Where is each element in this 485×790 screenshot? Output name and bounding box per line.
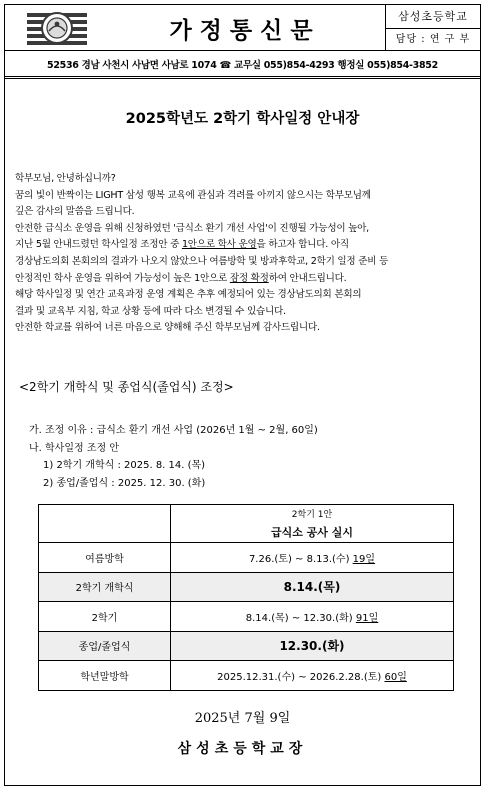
- table-row: [39, 661, 454, 691]
- table-row: [39, 543, 454, 573]
- list-item: 1) 2학기 개학식 : 2025. 8. 14. (목): [43, 460, 206, 471]
- document-title: 2025학년도 2학기 학사일정 안내장: [125, 111, 360, 127]
- body-line: 안전한 급식소 운영을 위해 신청하였던 '급식소 환기 개선 사업'이 진행될 가능성이 높아,: [15, 222, 369, 234]
- table-header-cell: [171, 505, 454, 543]
- body-line: 안정적인 학사 운영을 위하여 가능성이 높은 1안으로 잠정 확정하여 안내드립니다.: [15, 272, 347, 284]
- schedule-table: [38, 504, 454, 691]
- row-label: 종업/졸업식: [39, 631, 171, 661]
- row-value: 12.30.(화): [171, 631, 454, 661]
- table-header-row: [39, 505, 454, 543]
- section-title: <2학기 개학식 및 종업식(졸업식) 조정>: [19, 380, 234, 394]
- body-text: [15, 171, 473, 337]
- list-item: 가. 조정 이유 : 급식소 환기 개선 사업 (2026년 1월 ~ 2월, 60일): [29, 425, 318, 436]
- row-label: 2학기: [39, 602, 171, 632]
- header: [5, 5, 480, 51]
- row-label: 학년말방학: [39, 661, 171, 691]
- school-emblem-icon: [25, 9, 89, 47]
- plan-label: 2학기 1안: [291, 510, 333, 520]
- underlined-text: 잠정 확정: [229, 272, 269, 284]
- row-value: 8.14.(목) ~ 12.30.(화) 91일: [171, 602, 454, 632]
- plan-title: 급식소 공사 실시: [270, 526, 354, 539]
- row-value: 2025.12.31.(수) ~ 2026.2.28.(토) 60일: [171, 661, 454, 691]
- table-row: [39, 631, 454, 661]
- body-line: 결과 및 교육부 지침, 학교 상황 등에 따라 다소 변경될 수 있습니다.: [15, 305, 286, 317]
- school-name-box: 삼성초등학교: [386, 5, 480, 29]
- table-row: [39, 572, 454, 602]
- table-row: [39, 602, 454, 632]
- row-label: 여름방학: [39, 543, 171, 573]
- staff-box: 담당 : 연 구 부: [395, 34, 471, 45]
- body-line: 꿈의 빛이 반짝이는 LIGHT 삼성 행복 교육에 관심과 격려를 아끼지 않으시는 학부모님께: [15, 189, 371, 201]
- newsletter-page: [4, 4, 481, 786]
- address-bar: [5, 51, 480, 79]
- body-line: 학부모님, 안녕하십니까?: [15, 173, 116, 184]
- row-value: 7.26.(토) ~ 8.13.(수) 19일: [171, 543, 454, 573]
- body-line: 지난 5월 안내드렸던 학사일정 조정안 중 1안으로 학사 운영을 하고자 합니다. 아직: [15, 239, 349, 251]
- row-value: 8.14.(목): [171, 572, 454, 602]
- underlined-text: 1안으로 학사 운영: [181, 239, 257, 251]
- row-label: 2학기 개학식: [39, 572, 171, 602]
- newsletter-title: 가정통신문: [169, 17, 321, 44]
- principal-signature: 삼성초등학교장: [177, 741, 308, 757]
- table-header-empty: [39, 505, 171, 543]
- list-item: 2) 종업/졸업식 : 2025. 12. 30. (화): [43, 477, 206, 489]
- body-line: 깊은 감사의 말씀을 드립니다.: [15, 206, 135, 218]
- issue-date: 2025년 7월 9일: [194, 711, 291, 726]
- body-line: 안전한 학교를 위하여 너른 마음으로 양해해 주신 학부모님께 감사드립니다.: [15, 322, 320, 334]
- body-line: 해당 학사일정 및 연간 교육과정 운영 계획은 추후 예정되어 있는 경상남도의회 본회의: [15, 289, 362, 301]
- list-item: 나. 학사일정 조정 안: [29, 442, 119, 454]
- schedule-list: [29, 422, 318, 492]
- school-address: 52536 경남 사천시 사남면 사남로 1074 ☎ 교무실 055)854-4293 행정실 055)854-3852: [47, 59, 438, 71]
- body-line: 경상남도의회 본회의의 결과가 나오지 않았으나 여름방학 및 방과후학교, 2학기 일정 준비 등: [15, 255, 389, 267]
